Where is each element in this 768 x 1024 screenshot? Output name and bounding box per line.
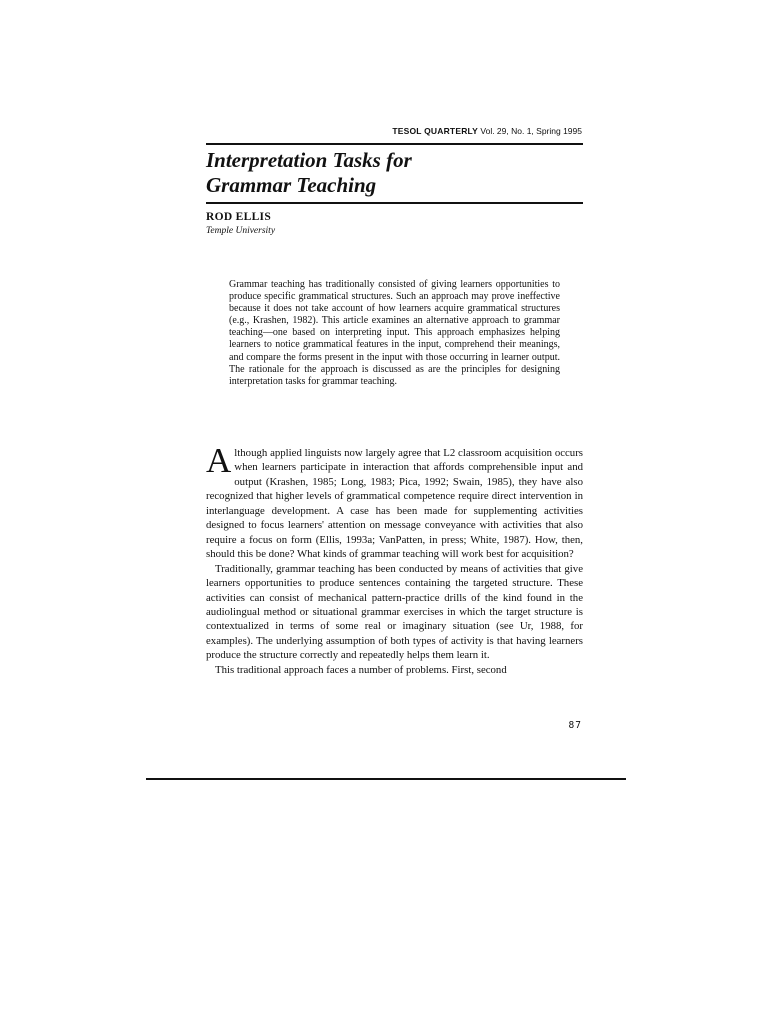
title-rule [206,202,583,204]
page-number: 87 [568,720,582,731]
drop-cap: A [206,441,232,480]
title-line-1: Interpretation Tasks for [206,148,412,172]
journal-header [206,126,582,136]
journal-name: TESOL QUARTERLY [392,126,479,136]
body-paragraph-1-text: lthough applied linguists now largely agree that L2 classroom acquisition occurs when learners participate in interaction that affords comprehensible input and output (Krashen, 1985; Long, 1983; Pica, 1992; Swain, 1985), they have also recognized that higher levels of grammatical competence require direct intervention in interlanguage development. A case has been made for supplementing activities designed to focus learners' attention on message conveyance with activities that also require a focus on form (Ellis, 1993a; VanPatten, in press; White, 1987). How, then, should this be done? What kinds of grammar teaching will work best for acquisition? [206,447,583,561]
author-affiliation: Temple University [206,226,276,236]
body-paragraph-1 [206,441,583,562]
body-paragraph-2: Traditionally, grammar teaching has been conducted by means of activities that give learners opportunities to produce sentences containing the targeted structure. These activities can consist of mechanical pattern-practice drills of the kind found in the audiolingual method or situational grammar exercises in which the target structure is contextualized in terms of some real or imaginary situation (see Ur, 1988, for examples). The underlying assumption of both types of activity is that having learners produce the structure correctly and repeatedly helps them learn it. [206,562,583,662]
header-rule [206,143,583,145]
abstract: Grammar teaching has traditionally consisted of giving learners opportunities to produce specific grammatical structures. Such an approach may prove ineffective because it does not take account of how learners acquire grammatical structures (e.g., Krashen, 1982). This article examines an alternative approach to grammar teaching—one based on interpreting input. This approach emphasizes helping learners to notice grammatical features in the input, comprehend their meanings, and compare the forms present in the input with those occurring in learner output. The rationale for the approach is discussed as are the principles for designing interpretation tasks for grammar teaching. [229,279,560,387]
author-name: ROD ELLIS [206,211,272,223]
page-bottom-rule [146,778,626,780]
title-line-2: Grammar Teaching [206,173,377,197]
body-paragraph-3: This traditional approach faces a number of problems. First, second [215,663,507,676]
article-body [206,441,583,677]
article-title [206,148,582,198]
journal-issue: Vol. 29, No. 1, Spring 1995 [480,126,582,136]
